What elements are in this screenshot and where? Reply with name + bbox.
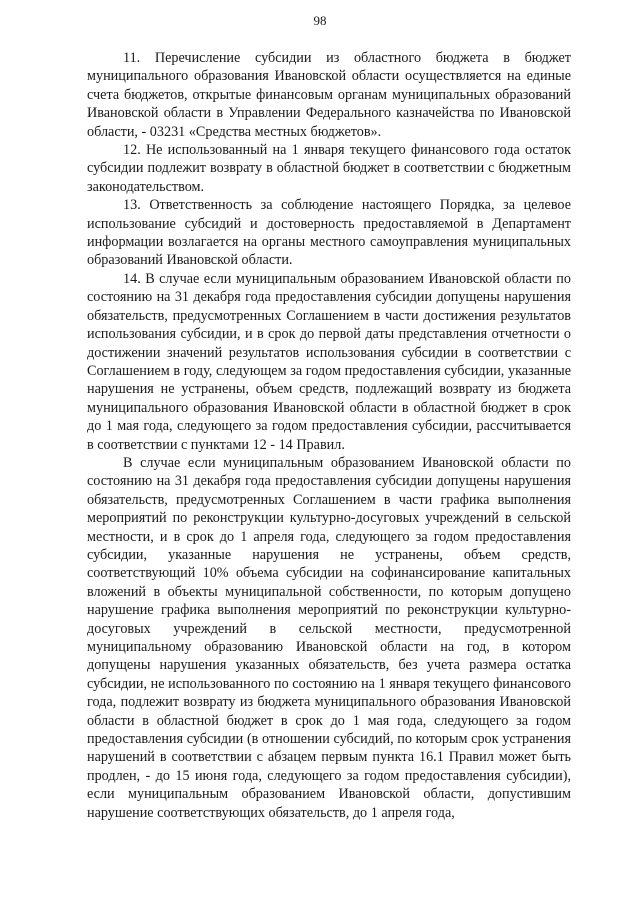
paragraph-14: 14. В случае если муниципальным образованием Ивановской области по состоянию на 31 декабря года предоставления субсидии допущены нарушения обязательств, предусмотренных Соглашением в части достижения результатов использования субсидии, и в срок до первой даты представления отчетности о достижении значений результатов использования субсидии в соответствии с Соглашением в году, следующем за годом предоставления субсидии, указанные нарушения не устранены, объем средств, подлежащий возврату из бюджета муниципального образования Ивановской области в областной бюджет в срок до 1 мая года, следующего за годом предоставления субсидии, рассчитывается в соответствии с пунктами 12 - 14 Правил.: [87, 270, 571, 453]
document-body: [87, 49, 571, 822]
paragraph-13: 13. Ответственность за соблюдение настоящего Порядка, за целевое использование субсидий и достоверность предоставляемой в Департамент информации возлагается на органы местного самоуправления муниципальных образований Ивановской области.: [87, 197, 571, 269]
paragraph-14-continued: В случае если муниципальным образованием Ивановской области по состоянию на 31 декабря года предоставления субсидии допущены нарушения обязательств, предусмотренных Соглашением в части графика выполнения мероприятий по реконструкции культурно-досуговых учреждений в сельской местности, и в срок до 1 апреля года, следующего за годом предоставления субсидии, указанные нарушения не устранены, объем средств, соответствующий 10% объема субсидии на софинансирование капитальных вложений в объекты муниципальной собственности, по которым допущено нарушение графика выполнения мероприятий по реконструкции культурно-досуговых учреждений в сельской местности, предусмотренной муниципальному образованию Ивановской области на год, в котором допущены нарушения указанных обязательств, без учета размера остатка субсидии, не использованного по состоянию на 1 января текущего финансового года, подлежит возврату из бюджета муниципального образования Ивановской области в областной бюджет в срок до 1 мая года, следующего за годом предоставления субсидии (в отношении субсидий, по которым срок устранения нарушений в соответствии с абзацем первым пункта 16.1 Правил может быть продлен, - до 15 июня года, следующего за годом предоставления субсидии), если муниципальным образованием Ивановской области, допустившим нарушение соответствующих обязательств, до 1 апреля года,: [87, 454, 571, 821]
paragraph-11: 11. Перечисление субсидии из областного бюджета в бюджет муниципального образования Ивановской области осуществляется на единые счета бюджетов, открытые финансовым органам муниципальных образований Ивановской области в Управлении Федерального казначейства по Ивановской области, - 03231 «Средства местных бюджетов».: [87, 50, 571, 140]
paragraph-12: 12. Не использованный на 1 января текущего финансового года остаток субсидии подлежит возврату в областной бюджет в соответствии с бюджетным законодательством.: [87, 142, 571, 195]
page-number: 98: [313, 13, 327, 28]
